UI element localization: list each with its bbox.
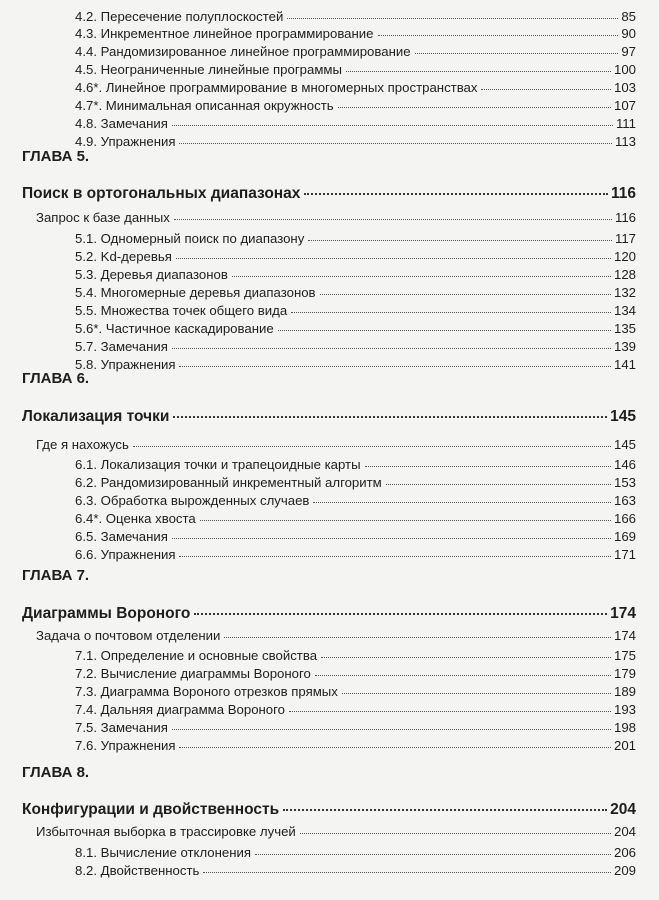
dot-leader xyxy=(203,872,611,873)
dot-leader xyxy=(179,556,611,557)
dot-leader xyxy=(291,312,611,313)
toc-entry xyxy=(75,61,636,78)
toc-entry xyxy=(75,25,636,42)
dot-leader xyxy=(172,125,613,126)
toc-entry xyxy=(75,510,636,527)
toc-entry-label: 4.5. Неограниченные линейные программы xyxy=(75,62,342,77)
toc-entry-label: 5.1. Одномерный поиск по диапазону xyxy=(75,231,305,246)
toc-entry xyxy=(75,683,636,700)
dot-leader xyxy=(283,809,607,811)
intro-entry-page: 145 xyxy=(613,437,636,452)
toc-entry-page: 153 xyxy=(613,475,636,490)
chapter-title-page: 174 xyxy=(610,605,636,622)
toc-entry-label: 5.3. Деревья диапазонов xyxy=(75,267,228,282)
dot-leader xyxy=(320,294,611,295)
toc-entry xyxy=(75,719,636,736)
chapter-title-label: Конфигурации и двойственность xyxy=(22,801,280,818)
toc-entry-page: 139 xyxy=(613,339,636,354)
dot-leader xyxy=(346,71,611,72)
toc-entry xyxy=(75,284,636,301)
intro-entry-page: 116 xyxy=(614,210,636,225)
dot-leader xyxy=(313,502,611,503)
chapter-title-page: 145 xyxy=(610,408,636,425)
toc-entry-page: 166 xyxy=(613,511,636,526)
dot-leader xyxy=(255,854,611,855)
toc-entry xyxy=(75,97,636,114)
dot-leader xyxy=(378,35,619,36)
dot-leader xyxy=(289,711,611,712)
dot-leader xyxy=(315,675,611,676)
toc-entry xyxy=(75,133,636,150)
dot-leader xyxy=(232,276,611,277)
dot-leader xyxy=(278,330,611,331)
dot-leader xyxy=(224,637,611,638)
chapter-title xyxy=(22,800,636,820)
toc-entry xyxy=(75,115,636,132)
dot-leader xyxy=(200,520,611,521)
toc-entry-page: 100 xyxy=(613,62,636,77)
dot-leader xyxy=(342,693,611,694)
intro-entry-page: 174 xyxy=(613,628,636,643)
toc-entry-page: 193 xyxy=(613,702,636,717)
toc-entry xyxy=(75,647,636,664)
toc-entry-page: 117 xyxy=(614,231,636,246)
intro-entry xyxy=(36,436,636,453)
toc-entry xyxy=(75,338,636,355)
dot-leader xyxy=(304,193,608,195)
toc-entry xyxy=(75,665,636,682)
chapter-title-page: 204 xyxy=(610,801,636,818)
toc-entry xyxy=(75,320,636,337)
toc-entry-page: 107 xyxy=(613,98,636,113)
toc-entry-page: 85 xyxy=(621,9,636,24)
toc-entry-page: 141 xyxy=(613,357,636,372)
chapter-title-label: Поиск в ортогональных диапазонах xyxy=(22,185,301,202)
dot-leader xyxy=(194,613,607,615)
toc-entry-label: 5.4. Многомерные деревья диапазонов xyxy=(75,285,316,300)
toc-entry-label: 5.2. Kd-деревья xyxy=(75,249,172,264)
toc-entry-page: 132 xyxy=(613,285,636,300)
dot-leader xyxy=(172,538,611,539)
dot-leader xyxy=(321,657,611,658)
toc-entry-label: 4.6*. Линейное программирование в многомерных пространствах xyxy=(75,80,478,95)
toc-entry-label: 8.1. Вычисление отклонения xyxy=(75,845,252,860)
toc-entry xyxy=(75,701,636,718)
toc-entry-page: 97 xyxy=(621,44,636,59)
toc-entry xyxy=(75,862,636,879)
toc-entry-page: 103 xyxy=(613,80,636,95)
toc-entry-page: 198 xyxy=(613,720,636,735)
toc-entry xyxy=(75,528,636,545)
intro-entry-label: Где я нахожусь xyxy=(36,437,129,452)
dot-leader xyxy=(176,258,611,259)
chapter-heading: ГЛАВА 5. xyxy=(22,148,90,165)
toc-entry-label: 4.4. Рандомизированное линейное программирование xyxy=(75,44,411,59)
toc-entry-label: 6.4*. Оценка хвоста xyxy=(75,511,196,526)
toc-entry-page: 134 xyxy=(613,303,636,318)
toc-entry-label: 7.1. Определение и основные свойства xyxy=(75,648,318,663)
toc-entry-label: 8.2. Двойственность xyxy=(75,863,200,878)
intro-entry-label: Избыточная выборка в трассировке лучей xyxy=(36,824,296,839)
dot-leader xyxy=(300,833,611,834)
dot-leader xyxy=(287,18,618,19)
toc-entry-page: 128 xyxy=(613,267,636,282)
dot-leader xyxy=(133,446,611,447)
chapter-title-page: 116 xyxy=(610,185,636,202)
dot-leader xyxy=(481,89,611,90)
dot-leader xyxy=(172,348,611,349)
toc-entry-page: 90 xyxy=(621,26,636,41)
toc-entry-page: 179 xyxy=(613,666,636,681)
toc-entry-page: 201 xyxy=(613,738,636,753)
dot-leader xyxy=(308,240,612,241)
toc-entry xyxy=(75,230,636,247)
chapter-heading: ГЛАВА 8. xyxy=(22,764,90,781)
toc-entry xyxy=(75,474,636,491)
dot-leader xyxy=(386,484,611,485)
toc-entry xyxy=(75,546,636,563)
toc-entry xyxy=(75,456,636,473)
toc-entry-page: 189 xyxy=(613,684,636,699)
toc-entry-label: 4.7*. Минимальная описанная окружность xyxy=(75,98,334,113)
toc-entry-label: 7.3. Диаграмма Вороного отрезков прямых xyxy=(75,684,338,699)
toc-entry-label: 7.4. Дальняя диаграмма Вороного xyxy=(75,702,285,717)
toc-entry-page: 120 xyxy=(613,249,636,264)
intro-entry xyxy=(36,627,636,644)
dot-leader xyxy=(172,729,611,730)
toc-entry-label: 4.9. Упражнения xyxy=(75,134,176,149)
toc-entry-label: 6.6. Упражнения xyxy=(75,547,176,562)
dot-leader xyxy=(365,466,611,467)
intro-entry xyxy=(36,823,636,840)
toc-entry-label: 6.2. Рандомизированный инкрементный алгоритм xyxy=(75,475,382,490)
toc-entry-label: 5.6*. Частичное каскадирование xyxy=(75,321,274,336)
toc-entry-label: 6.5. Замечания xyxy=(75,529,168,544)
dot-leader xyxy=(179,366,611,367)
toc-entry-page: 169 xyxy=(613,529,636,544)
dot-leader xyxy=(179,747,611,748)
toc-entry xyxy=(75,844,636,861)
intro-entry xyxy=(36,209,636,226)
toc-entry-label: 6.1. Локализация точки и трапецоидные карты xyxy=(75,457,361,472)
toc-entry xyxy=(75,43,636,60)
toc-entry-label: 7.2. Вычисление диаграммы Вороного xyxy=(75,666,311,681)
toc-entry-page: 163 xyxy=(613,493,636,508)
toc-entry-label: 7.6. Упражнения xyxy=(75,738,176,753)
dot-leader xyxy=(415,53,619,54)
dot-leader xyxy=(174,219,612,220)
chapter-heading: ГЛАВА 7. xyxy=(22,567,90,584)
dot-leader xyxy=(338,107,611,108)
toc-entry-label: 4.3. Инкрементное линейное программирование xyxy=(75,26,374,41)
chapter-heading: ГЛАВА 6. xyxy=(22,370,90,387)
toc-entry xyxy=(75,8,636,25)
toc-entry-label: 7.5. Замечания xyxy=(75,720,168,735)
toc-entry-label: 4.2. Пересечение полуплоскостей xyxy=(75,9,284,24)
dot-leader xyxy=(179,143,611,144)
chapter-title-label: Локализация точки xyxy=(22,408,170,425)
intro-entry-label: Задача о почтовом отделении xyxy=(36,628,221,643)
toc-entry-label: 4.8. Замечания xyxy=(75,116,168,131)
intro-entry-label: Запрос к базе данных xyxy=(36,210,170,225)
toc-entry-page: 146 xyxy=(613,457,636,472)
toc-entry-page: 113 xyxy=(614,134,636,149)
toc-entry xyxy=(75,737,636,754)
toc-entry-label: 5.5. Множества точек общего вида xyxy=(75,303,288,318)
chapter-title xyxy=(22,184,636,204)
toc-entry-label: 5.8. Упражнения xyxy=(75,357,176,372)
toc-entry-page: 209 xyxy=(613,863,636,878)
toc-entry xyxy=(75,248,636,265)
toc-entry xyxy=(75,266,636,283)
toc-entry xyxy=(75,302,636,319)
toc-entry xyxy=(75,356,636,373)
toc-entry xyxy=(75,79,636,96)
toc-entry-page: 111 xyxy=(615,116,636,131)
chapter-title xyxy=(22,604,636,624)
toc-entry-label: 5.7. Замечания xyxy=(75,339,168,354)
toc-entry-page: 171 xyxy=(613,547,636,562)
intro-entry-page: 204 xyxy=(613,824,636,839)
toc-entry-page: 135 xyxy=(613,321,636,336)
toc-entry xyxy=(75,492,636,509)
toc-entry-page: 175 xyxy=(613,648,636,663)
chapter-title-label: Диаграммы Вороного xyxy=(22,605,191,622)
toc-entry-page: 206 xyxy=(613,845,636,860)
toc-entry-label: 6.3. Обработка вырожденных случаев xyxy=(75,493,310,508)
chapter-title xyxy=(22,407,636,427)
dot-leader xyxy=(173,416,607,418)
